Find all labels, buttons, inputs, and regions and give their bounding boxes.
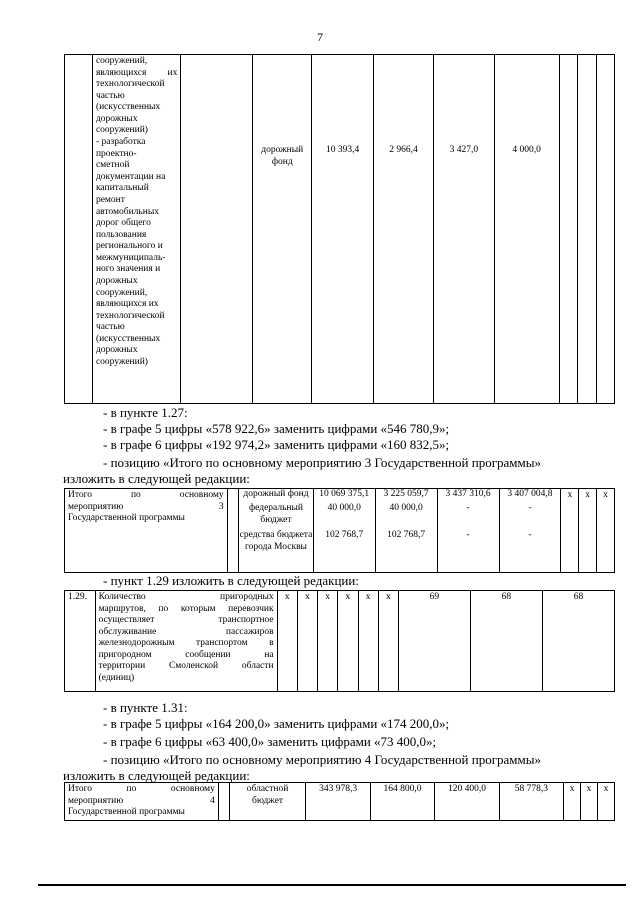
- table4-value-6: 164 800,0: [370, 783, 434, 821]
- text-line: изложить в следующей редакции:: [63, 471, 250, 486]
- text-line: - позицию «Итого по основному мероприятию 4 Государственной программы»: [103, 752, 541, 767]
- table1-description-line: частью: [95, 322, 125, 333]
- table1-description-line: частью: [95, 90, 125, 101]
- table4-value-7: 120 400,0: [435, 783, 499, 821]
- table-continuation: [64, 54, 615, 404]
- table2-col8: 3 407 004,8 - -: [499, 489, 561, 573]
- table4-value-8: 58 778,3: [499, 783, 563, 821]
- table2-col7: 3 437 310,6 - -: [437, 489, 499, 573]
- table3-description: Количество пригородных маршрутов, по которым перевозчик осуществляет транспортное обслуживание пассажиров железнодорожным транспортом в пригородном сообщении на территории Смоленской области (единиц): [95, 591, 277, 692]
- table1-description-line: капитальный: [95, 183, 149, 194]
- text-line: - позицию «Итого по основному мероприятию 3 Государственной программы»: [103, 455, 541, 470]
- page-number: 7: [317, 30, 323, 44]
- table1-description-line: дорожных: [95, 113, 138, 124]
- text-line: - в пункте 1.31:: [103, 700, 188, 715]
- table4-label: Итого по основному мероприятию 4 Государственной программы: [65, 783, 219, 821]
- table1-description-line: сооружений): [95, 357, 148, 368]
- table1-source: дорожный фонд: [253, 55, 312, 404]
- table1-description-line: дорожных: [95, 345, 138, 356]
- table1-description-line: являющихся их: [95, 67, 178, 78]
- table3-value-1: 69: [398, 591, 470, 692]
- text-line: - в графе 6 цифры «192 974,2» заменить цифрами «160 832,5»;: [103, 437, 450, 452]
- table3-value-3: 68: [542, 591, 614, 692]
- table1-description-line: документации на: [95, 171, 166, 182]
- table3-x: x: [358, 591, 378, 692]
- table2-x: x: [561, 489, 579, 573]
- text-line: - в графе 5 цифры «164 200,0» заменить цифрами «174 200,0»;: [103, 716, 450, 731]
- table4-value-5: 343 978,3: [306, 783, 370, 821]
- table3-value-2: 68: [470, 591, 542, 692]
- table1-description-line: сооружений,: [95, 56, 148, 66]
- table-item-1-29: [64, 590, 615, 692]
- table-total-3: [64, 488, 615, 573]
- table3-number: 1.29.: [65, 591, 96, 692]
- table1-description-line: сооружений): [95, 125, 148, 136]
- table4-x: x: [581, 783, 598, 821]
- table4-x: x: [564, 783, 581, 821]
- table1-description-line: ремонт: [95, 194, 125, 205]
- table1-description-line: - разработка: [95, 137, 146, 148]
- text-line: - в пункте 1.27:: [103, 405, 188, 420]
- footer-rule: [38, 884, 626, 886]
- table2-label: Итого по основному мероприятию 3 Государственной программы: [65, 489, 228, 573]
- table3-x: x: [378, 591, 398, 692]
- text-line: - пункт 1.29 изложить в следующей редакции:: [103, 573, 359, 588]
- table1-value-7: 3 427,0: [434, 55, 494, 404]
- table1-description-line: автомобильных: [95, 206, 159, 217]
- table3-x: x: [318, 591, 338, 692]
- table1-description-line: ного значения и: [95, 264, 161, 275]
- table-total-4: [64, 782, 615, 821]
- table4-x: x: [598, 783, 615, 821]
- table2-x: x: [597, 489, 615, 573]
- table4-source: областной бюджет: [229, 783, 306, 821]
- table1-description-line: технологической: [95, 79, 165, 90]
- table1-description: [92, 55, 180, 404]
- table2-col6: 3 225 059,7 40 000,0 102 768,7: [375, 489, 437, 573]
- table1-description-line: технологической: [95, 310, 165, 321]
- table1-description-line: регионального и: [95, 241, 163, 252]
- table1-description-line: межмуниципаль-: [95, 252, 166, 263]
- table1-value-5: 10 393,4: [312, 55, 373, 404]
- text-line: изложить в следующей редакции:: [63, 768, 250, 783]
- table2-sources: дорожный фонд федеральный бюджет средства бюджета города Москвы: [239, 489, 314, 573]
- table1-description-line: сооружений,: [95, 287, 148, 298]
- table2-col5: 10 069 375,1 40 000,0 102 768,7: [313, 489, 375, 573]
- table3-x: x: [338, 591, 358, 692]
- table1-value-8: 4 000,0: [494, 55, 559, 404]
- table1-description-line: (искусственных: [95, 333, 161, 344]
- table1-description-line: пользования: [95, 229, 147, 240]
- text-line: - в графе 6 цифры «63 400,0» заменить цифрами «73 400,0»;: [103, 734, 437, 749]
- text-line: - в графе 5 цифры «578 922,6» заменить цифрами «546 780,9»;: [103, 421, 450, 436]
- table1-description-line: дорожных: [95, 275, 138, 286]
- table3-x: x: [297, 591, 317, 692]
- table2-x: x: [579, 489, 597, 573]
- table1-description-line: сметной: [95, 160, 130, 171]
- table1-value-6: 2 966,4: [373, 55, 433, 404]
- table1-description-line: дорог общего: [95, 218, 151, 229]
- table3-x: x: [277, 591, 297, 692]
- table1-description-line: являющихся их: [95, 299, 159, 310]
- table1-description-line: (искусственных: [95, 102, 161, 113]
- table1-description-line: проектно-: [95, 148, 137, 159]
